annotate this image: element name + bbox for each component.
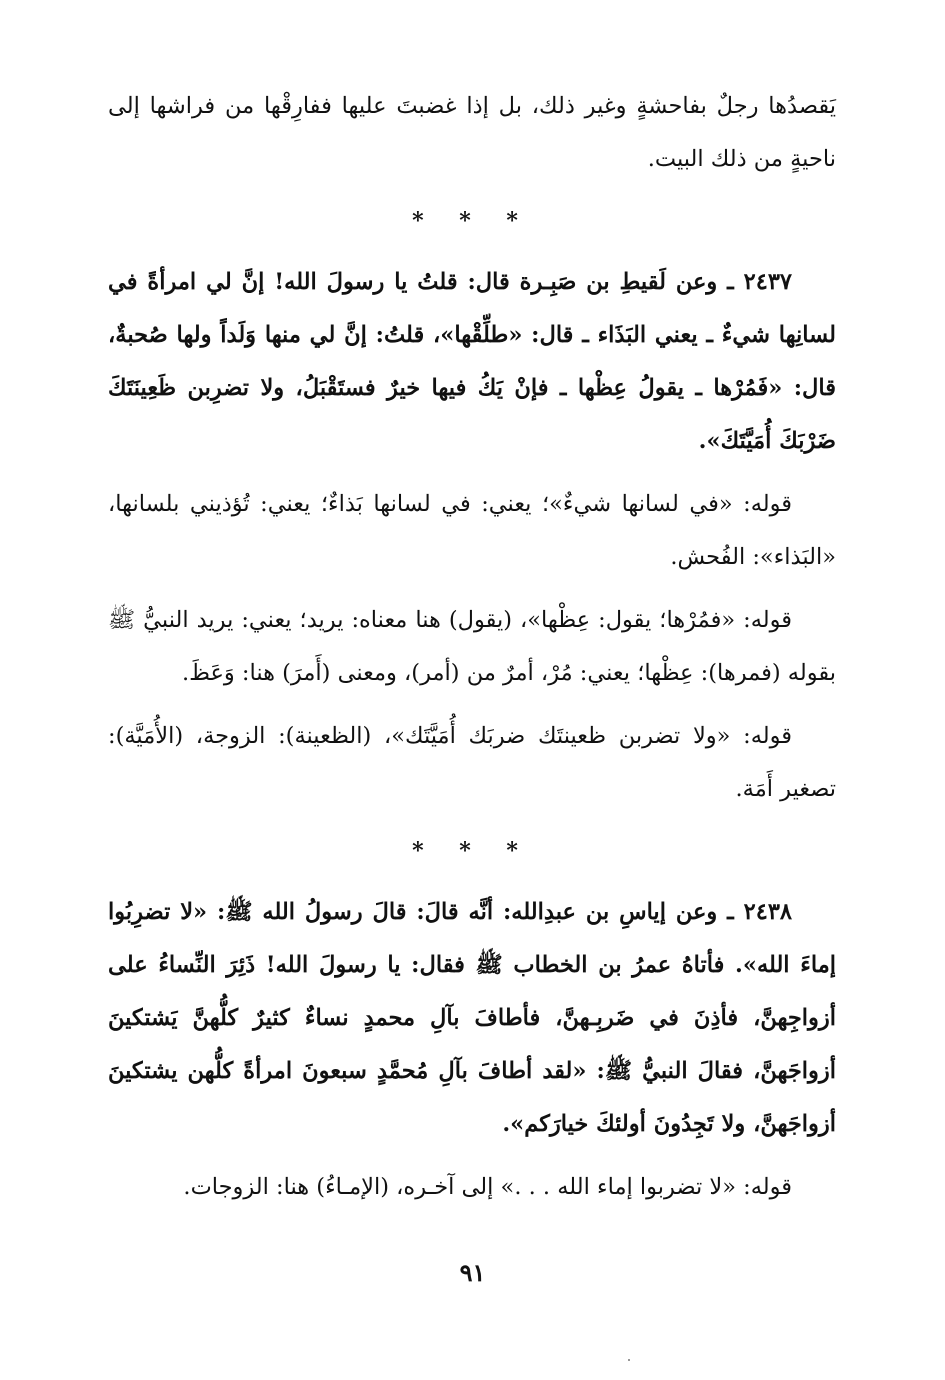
hadith-2437: ٢٤٣٧ ـ وعن لَقيطِ بن صَبِـرة قال: قلتُ يا رسولَ الله! إنَّ لي امرأةً في لسانِها شيءٌ ـ يعني البَذَاء ـ قال: «طلِّقْها»، قلتُ: إنَّ لي منها وَلَداً ولها صُحبةٌ، قال: «فَمُرْها ـ يقولُ عِظْها ـ فإنْ يَكُ فيها خيرٌ فستَقْبَلُ، ولا تضرِبن ظَعِينَتَكَ ضَرْبَكَ أُمَيَّتَكَ». [108,269,836,454]
commentary-paragraph: قوله: «لا تضربوا إماء الله . . .» إلى آخـره، (الإمـاءُ) هنا: الزوجات. [183,1174,792,1200]
page-body [108,80,836,1214]
commentary-paragraph: قوله: «ولا تضربن ظعينتَك ضربَك أُمَيَّتَك»، (الظعينة): الزوجة، (الأُمَيَّة): تصغير أَمَة. [108,723,836,802]
scan-speck [628,1359,630,1361]
commentary-paragraph: قوله: «فمُرْها؛ يقول: عِظْها»، (يقول) هنا معناه: يريد؛ يعني: يريد النبيُّ ﷺ بقوله (فمرها): عِظْها؛ يعني: مُرْ، أمرٌ من (أمر)، ومعنى (أَمرَ) هنا: وَعَظَ. [108,607,836,686]
commentary-paragraph: قوله: «في لسانها شيءٌ»؛ يعني: في لسانها بَذاءٌ؛ يعني: تُؤذيني بلسانها، «البَذاء»: الفُحش. [108,491,836,570]
section-separator: * * * [412,208,532,234]
paragraph-continuation: يَقصدُها رجلٌ بفاحشةٍ وغير ذلك، بل إذا غضبتَ عليها ففارِقْها من فراشها إلى ناحيةٍ من ذلك البيت. [108,93,836,172]
section-separator: * * * [412,838,532,864]
page-number: ٩١ [459,1258,486,1287]
hadith-2438: ٢٤٣٨ ـ وعن إياسِ بن عبدِالله: أنَّه قالَ: قالَ رسولُ الله ﷺ: «لا تضرِبُوا إماءَ الله». فأتاهُ عمرُ بن الخطاب ﷺ فقال: يا رسولَ الله! ذَئِرَ النِّساءُ على أزواجِهنَّ، فأذِنَ في ضَربِـهنَّ، فأطافَ بآلِ محمدٍ نساءٌ كثيرٌ كلُّهنَّ يَشتكينَ أزواجَهنَّ، فقالَ النبيُّ ﷺ: «لقد أطافَ بآلِ مُحمَّدٍ سبعونَ امرأةً كلُّهن يشتكينَ أزواجَهنَّ، ولا تَجِدُونَ أولئكَ خيارَكم». [108,899,836,1137]
